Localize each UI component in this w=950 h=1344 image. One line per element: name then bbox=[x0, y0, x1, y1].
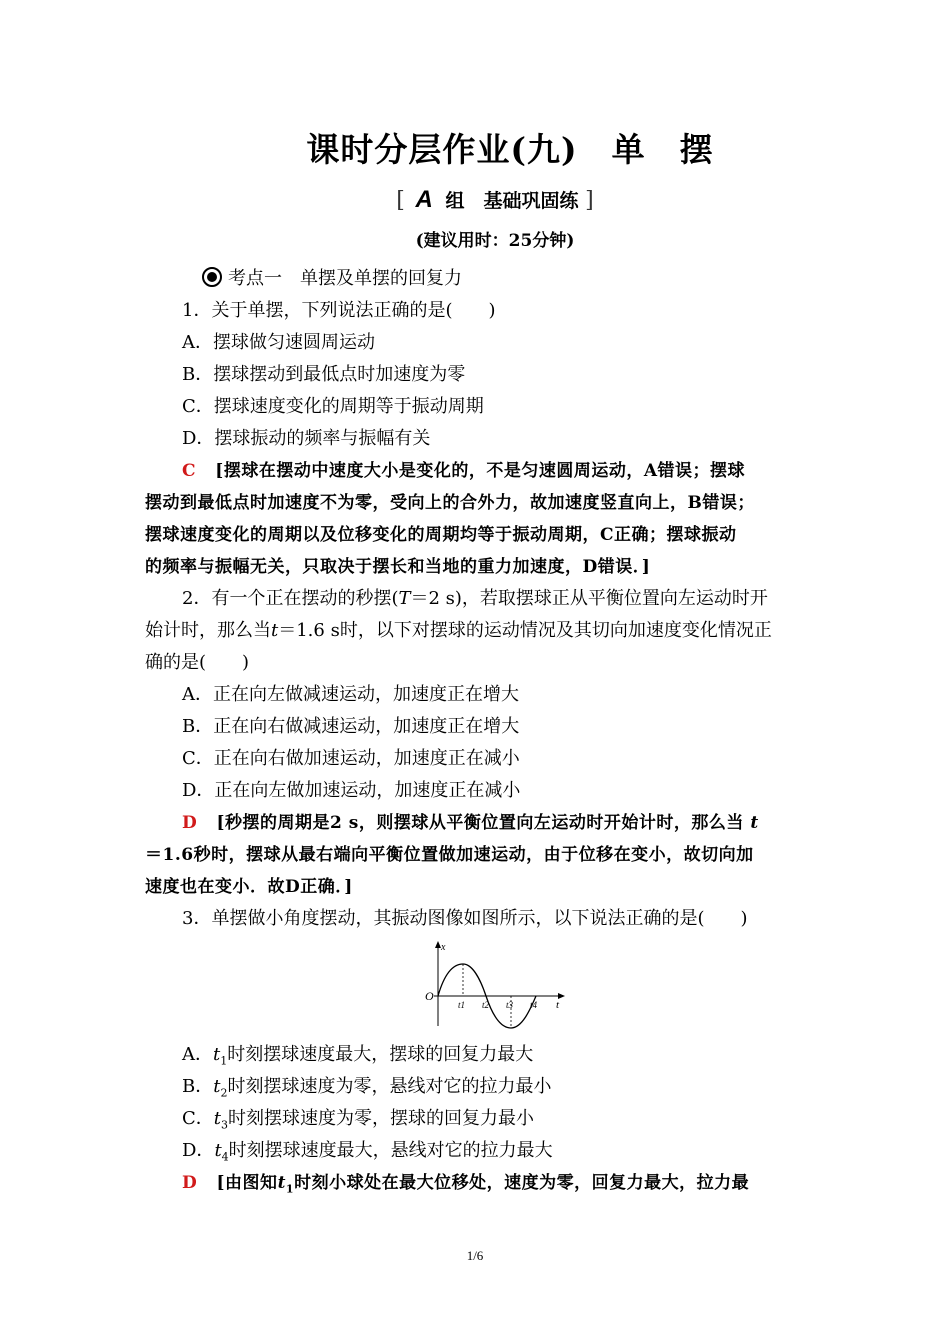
q3-option-c: C．$t_3$时刻摆球速度为零，摆球的回复力最小 bbox=[182, 1108, 535, 1132]
oscillation-graph bbox=[420, 938, 570, 1030]
q1-explanation-line-1: C [摆球在摆动中速度大小是变化的，不是匀速圆周运动，A错误；摆球 bbox=[182, 461, 746, 481]
graph-y-label: x bbox=[441, 942, 446, 953]
q2-answer: D bbox=[182, 813, 198, 833]
q1-explanation-line-2: 摆动到最低点时加速度不为零，受向上的合外力，故加速度竖直向上，B错误； bbox=[145, 493, 755, 513]
q2-explanation-line-2: ＝1.6秒时，摆球从最右端向平衡位置做加速运动，由于位移在变小，故切向加 bbox=[145, 845, 754, 865]
q2-option-d: D．正在向左做加速运动，加速度正在减小 bbox=[182, 780, 521, 801]
q2-explanation-line-3: 速度也在变小．故D正确．] bbox=[145, 877, 353, 897]
time-note: (建议用时：25分钟) bbox=[415, 231, 575, 251]
q2-explanation-line-1: D [秒摆的周期是2 s，则摆球从平衡位置向左运动时开始计时，那么当 t bbox=[182, 813, 759, 833]
q3-option-a: A．$t_1$时刻摆球速度最大，摆球的回复力最大 bbox=[182, 1044, 534, 1068]
bracket-open: [ bbox=[396, 188, 405, 213]
q2-option-b: B．正在向右做减速运动，加速度正在增大 bbox=[182, 716, 520, 737]
section-heading bbox=[202, 264, 462, 294]
group-heading bbox=[0, 186, 950, 214]
q1-option-d: D．摆球振动的频率与振幅有关 bbox=[182, 428, 431, 449]
bracket-close: ] bbox=[585, 188, 594, 213]
q1-explanation-line-3: 摆球速度变化的周期以及位移变化的周期均等于振动周期，C正确；摆球振动 bbox=[145, 525, 737, 545]
q1-explanation-line-4: 的频率与振幅无关，只取决于摆长和当地的重力加速度，D错误．] bbox=[145, 557, 651, 577]
q3-stem: 3．单摆做小角度摆动，其振动图像如图所示，以下说法正确的是( ) bbox=[182, 908, 748, 929]
graph-tick-t2: t2 bbox=[482, 1000, 490, 1010]
q1-option-c: C．摆球速度变化的周期等于振动周期 bbox=[182, 396, 484, 417]
q1-option-a: A．摆球做匀速圆周运动 bbox=[182, 332, 375, 353]
q2-option-c: C．正在向右做加速运动，加速度正在减小 bbox=[182, 748, 520, 769]
page-title: 课时分层作业(九) 单 摆 bbox=[306, 130, 714, 169]
q2-stem-line-1: 2．有一个正在摆动的秒摆(T＝2 s)，若取摆球正从平衡位置向左运动时开 bbox=[182, 588, 768, 609]
section-heading-text: 考点一 单摆及单摆的回复力 bbox=[228, 268, 462, 289]
q1-answer: C bbox=[182, 461, 197, 481]
graph-x-label: t bbox=[556, 999, 560, 1011]
graph-tick-t3: t3 bbox=[506, 1000, 514, 1010]
q3-option-b: B．$t_2$时刻摆球速度为零，悬线对它的拉力最小 bbox=[182, 1076, 552, 1100]
group-letter-icon: A bbox=[415, 186, 433, 213]
q3-answer: D bbox=[182, 1173, 198, 1193]
q1-option-b: B．摆球摆动到最低点时加速度为零 bbox=[182, 364, 466, 385]
q3-option-d: D．$t_4$时刻摆球速度最大，悬线对它的拉力最大 bbox=[182, 1140, 553, 1164]
graph-tick-t1: t1 bbox=[458, 1000, 466, 1010]
q3-explanation-line-1: D [由图知$t_1$时刻小球处在最大位移处，速度为零，回复力最大，拉力最 bbox=[182, 1173, 750, 1196]
q2-stem-line-3: 确的是( ) bbox=[145, 652, 250, 673]
q2-stem-line-2: 始计时，那么当t＝1.6 s时，以下对摆球的运动情况及其切向加速度变化情况正 bbox=[145, 620, 772, 641]
group-label: 组 基础巩固练 bbox=[445, 190, 579, 212]
page-number: 1/6 bbox=[466, 1248, 484, 1263]
target-bullet-icon bbox=[202, 267, 222, 287]
graph-origin-label: O bbox=[425, 989, 434, 1003]
graph-tick-t4: t4 bbox=[530, 1000, 538, 1010]
q1-stem: 1．关于单摆，下列说法正确的是( ) bbox=[182, 300, 496, 321]
q2-option-a: A．正在向左做减速运动，加速度正在增大 bbox=[182, 684, 519, 705]
